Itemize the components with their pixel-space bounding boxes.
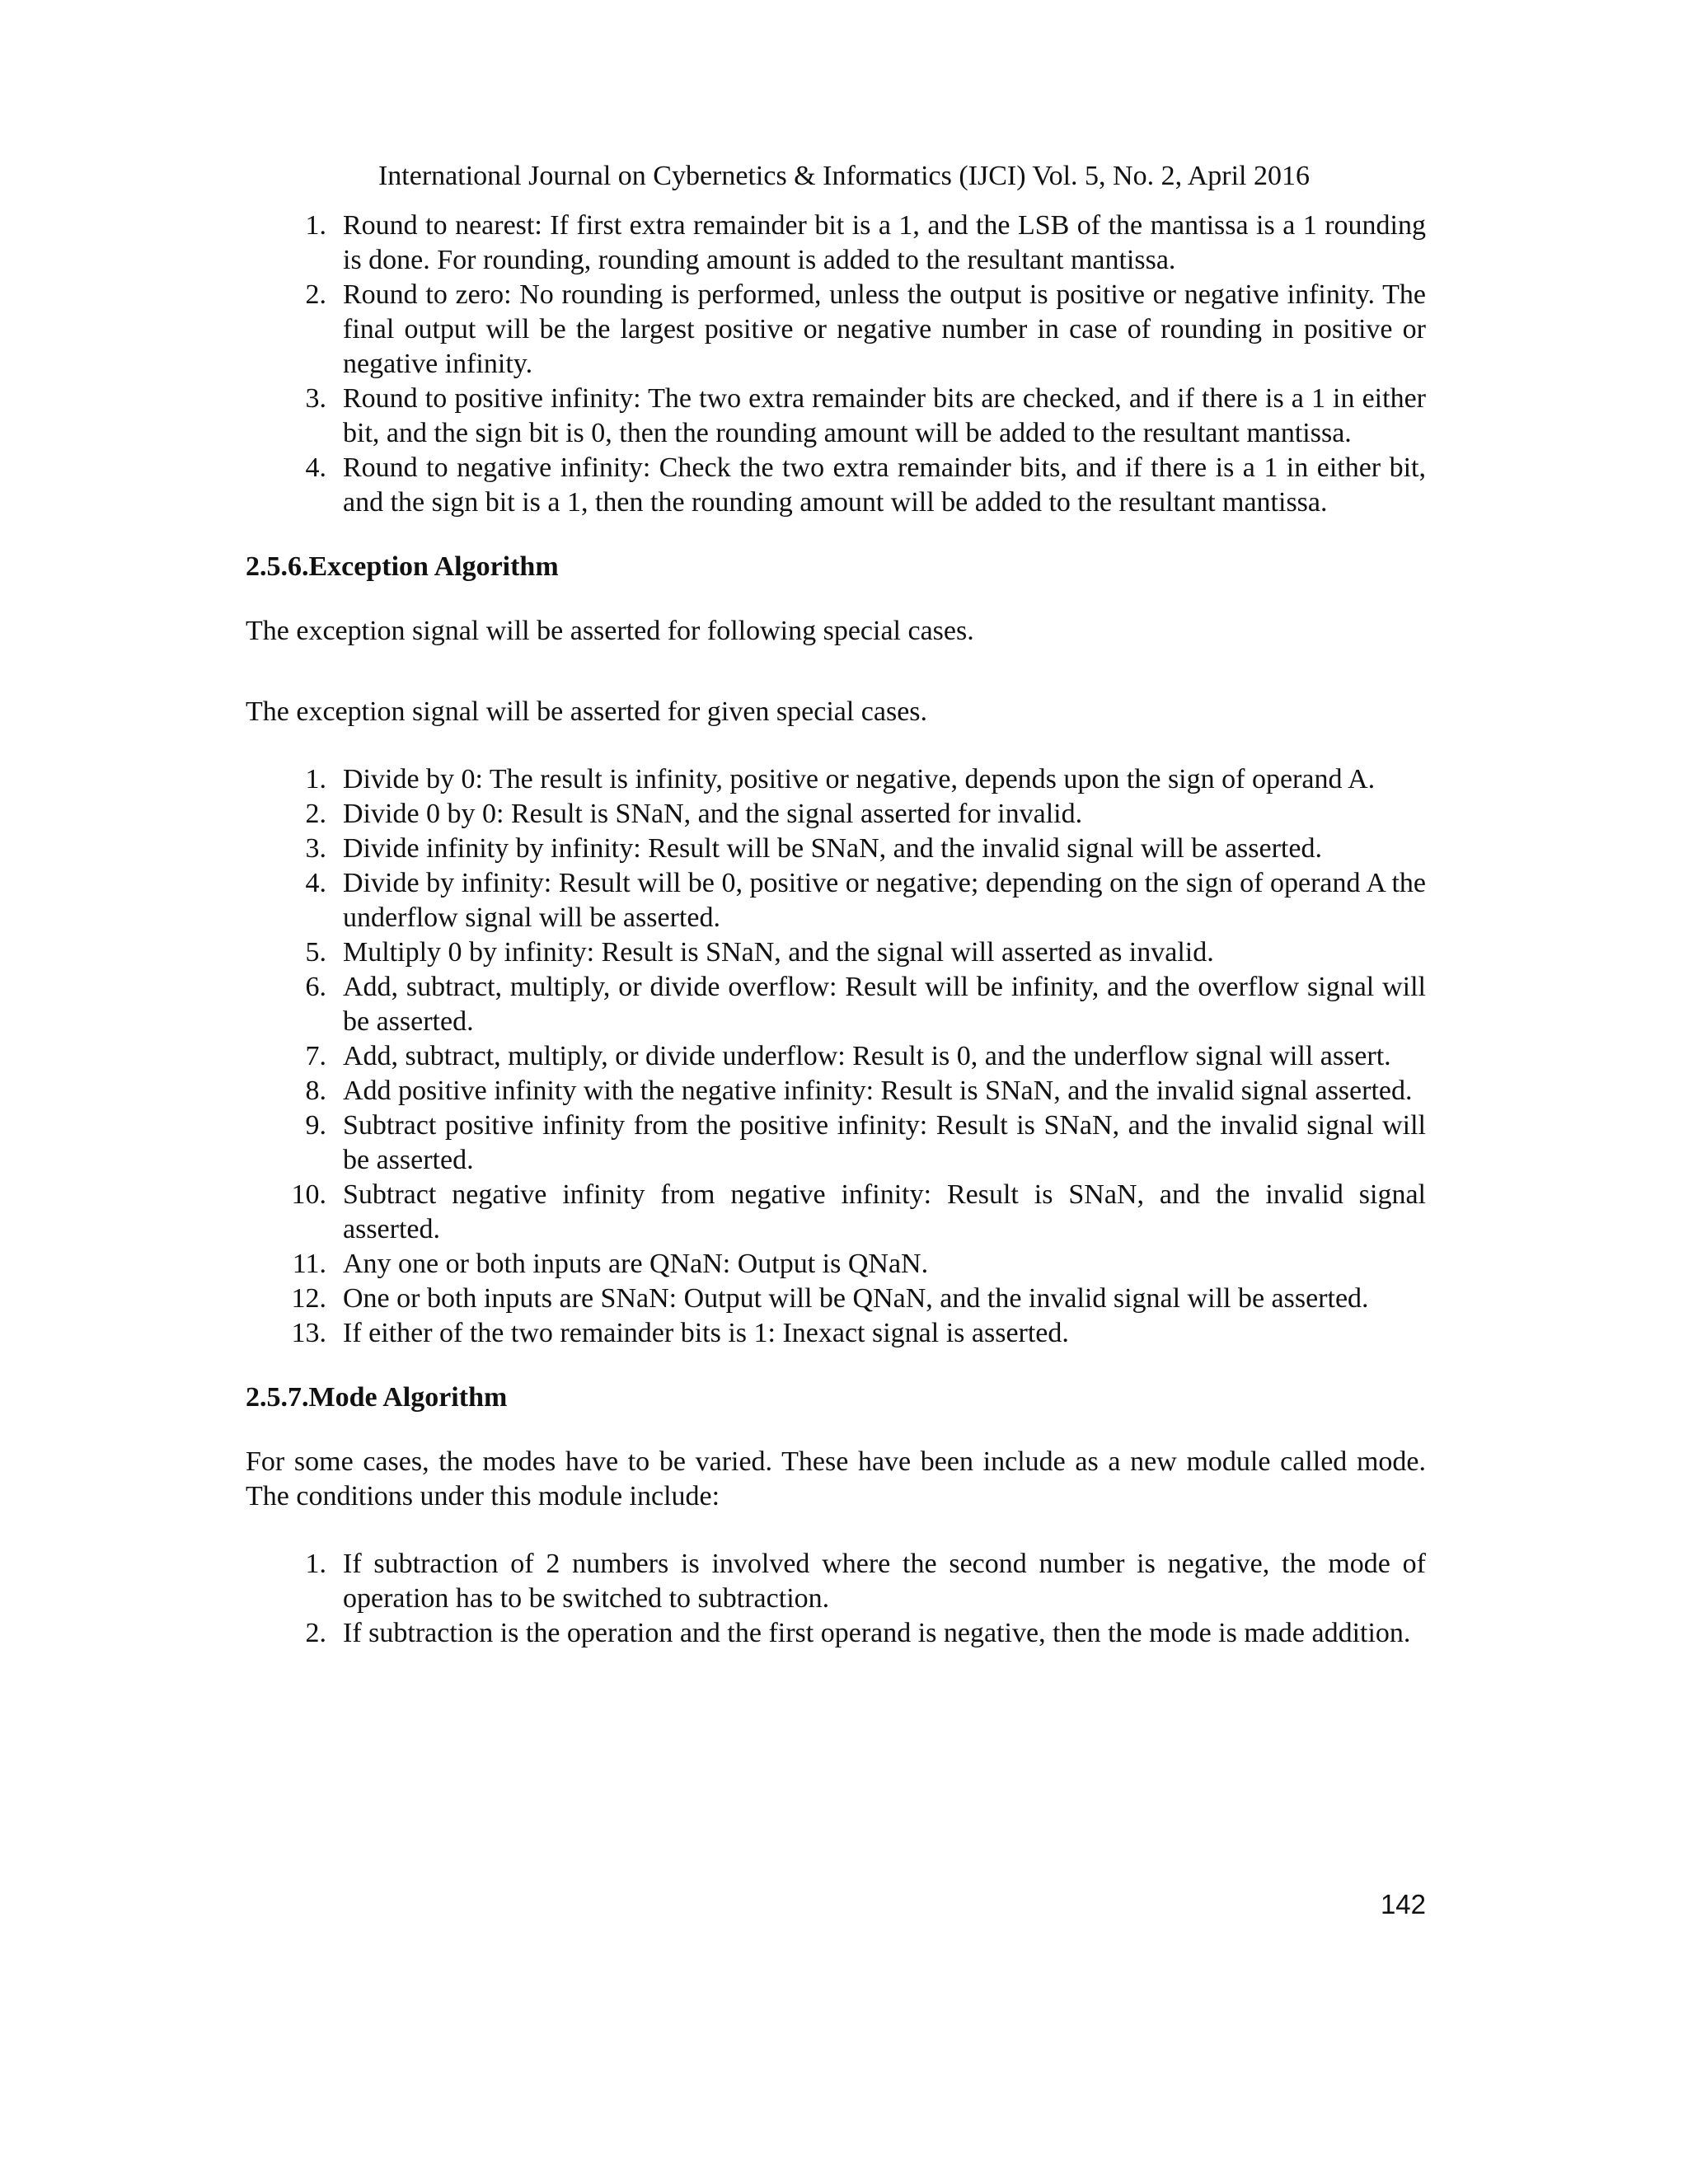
list-item-text: Add, subtract, multiply, or divide overflow: Result will be infinity, and the overflow signal will be asserted.	[343, 972, 1426, 1037]
page-content	[246, 209, 1426, 1651]
page-number: 142	[1380, 1889, 1426, 1919]
list-item-number: 11.	[292, 1249, 326, 1279]
list-item-text: Round to negative infinity: Check the two extra remainder bits, and if there is a 1 in either bit, and the sign bit is a 1, then the rounding amount will be added to the resultant mantissa.	[343, 452, 1426, 518]
list-item-text: Subtract negative infinity from negative infinity: Result is SNaN, and the invalid signal asserted.	[343, 1179, 1426, 1244]
list-item-text: Any one or both inputs are QNaN: Output is QNaN.	[343, 1249, 929, 1279]
list-item	[246, 278, 1426, 382]
list-item-number: 1.	[305, 210, 326, 241]
list-item-text: If subtraction is the operation and the first operand is negative, then the mode is made addition.	[343, 1618, 1411, 1648]
list-item-number: 5.	[305, 937, 326, 968]
list-item-number: 7.	[305, 1041, 326, 1071]
exception-paragraph-2: The exception signal will be asserted for given special cases.	[246, 696, 928, 727]
list-item-text: Round to positive infinity: The two extra remainder bits are checked, and if there is a 1 in either bit, and the sign bit is 0, then the rounding amount will be added to the resultant mantissa.	[343, 383, 1426, 448]
running-header: International Journal on Cybernetics & Informatics (IJCI) Vol. 5, No. 2, April 2016	[377, 161, 1310, 191]
list-item-number: 9.	[305, 1110, 326, 1141]
list-item	[246, 866, 1426, 935]
list-item-text: Round to nearest: If first extra remainder bit is a 1, and the LSB of the mantissa is a 1 rounding is done. For rounding, rounding amount is added to the resultant mantissa.	[343, 210, 1426, 275]
rounding-modes-list	[246, 209, 1426, 520]
list-item-text: Divide by 0: The result is infinity, positive or negative, depends upon the sign of operand A.	[343, 764, 1376, 794]
list-item	[246, 762, 1426, 797]
list-item-text: Divide by infinity: Result will be 0, positive or negative; depending on the sign of operand A the underflow signal will be asserted.	[343, 868, 1426, 933]
exception-paragraph-1: The exception signal will be asserted for following special cases.	[246, 616, 974, 646]
list-item-number: 2.	[305, 1618, 326, 1648]
list-item-number: 12.	[291, 1283, 326, 1314]
list-item-text: Multiply 0 by infinity: Result is SNaN, and the signal will asserted as invalid.	[343, 937, 1214, 968]
list-item-text: Subtract positive infinity from the positive infinity: Result is SNaN, and the invalid signal will be asserted.	[343, 1110, 1426, 1175]
list-item-number: 10.	[291, 1179, 326, 1210]
list-item	[246, 1108, 1426, 1178]
list-item	[246, 382, 1426, 451]
list-item-text: One or both inputs are SNaN: Output will be QNaN, and the invalid signal will be asserted.	[343, 1283, 1369, 1314]
list-item	[246, 832, 1426, 866]
list-item	[246, 209, 1426, 278]
list-item-number: 4.	[305, 452, 326, 483]
list-item-text: Add, subtract, multiply, or divide underflow: Result is 0, and the underflow signal will assert.	[343, 1041, 1391, 1071]
list-item-number: 2.	[305, 799, 326, 829]
list-item-number: 3.	[305, 833, 326, 864]
list-item	[246, 1616, 1426, 1651]
list-item-number: 8.	[305, 1076, 326, 1106]
list-item	[246, 1547, 1426, 1616]
list-item	[246, 970, 1426, 1039]
list-item-number: 6.	[305, 972, 326, 1002]
list-item-text: Add positive infinity with the negative infinity: Result is SNaN, and the invalid signal asserted.	[343, 1076, 1413, 1106]
list-item	[246, 935, 1426, 970]
list-item-number: 1.	[305, 764, 326, 794]
list-item	[246, 1039, 1426, 1074]
section-heading-mode: 2.5.7.Mode Algorithm	[246, 1382, 508, 1413]
list-item	[246, 1316, 1426, 1351]
list-item	[246, 1282, 1426, 1316]
mode-paragraph: For some cases, the modes have to be varied. These have been include as a new module called mode. The conditions under this module include:	[246, 1446, 1426, 1511]
list-item-number: 4.	[305, 868, 326, 898]
list-item	[246, 1074, 1426, 1108]
list-item-text: If subtraction of 2 numbers is involved where the second number is negative, the mode of operation has to be switched to subtraction.	[343, 1549, 1426, 1614]
list-item-number: 3.	[305, 383, 326, 414]
exception-cases-list	[246, 762, 1426, 1351]
list-item-text: Divide 0 by 0: Result is SNaN, and the signal asserted for invalid.	[343, 799, 1083, 829]
mode-conditions-list	[246, 1547, 1426, 1651]
list-item-number: 2.	[305, 279, 326, 310]
list-item	[246, 1247, 1426, 1282]
list-item-text: Divide infinity by infinity: Result will be SNaN, and the invalid signal will be asserted.	[343, 833, 1322, 864]
list-item	[246, 797, 1426, 832]
list-item-text: Round to zero: No rounding is performed, unless the output is positive or negative infinity. The final output will be the largest positive or negative number in case of rounding in positive or negative infinity.	[343, 279, 1426, 379]
list-item-number: 1.	[305, 1549, 326, 1579]
section-heading-exception: 2.5.6.Exception Algorithm	[246, 551, 559, 582]
list-item	[246, 451, 1426, 520]
list-item	[246, 1178, 1426, 1247]
list-item-number: 13.	[291, 1318, 326, 1348]
list-item-text: If either of the two remainder bits is 1: Inexact signal is asserted.	[343, 1318, 1069, 1348]
